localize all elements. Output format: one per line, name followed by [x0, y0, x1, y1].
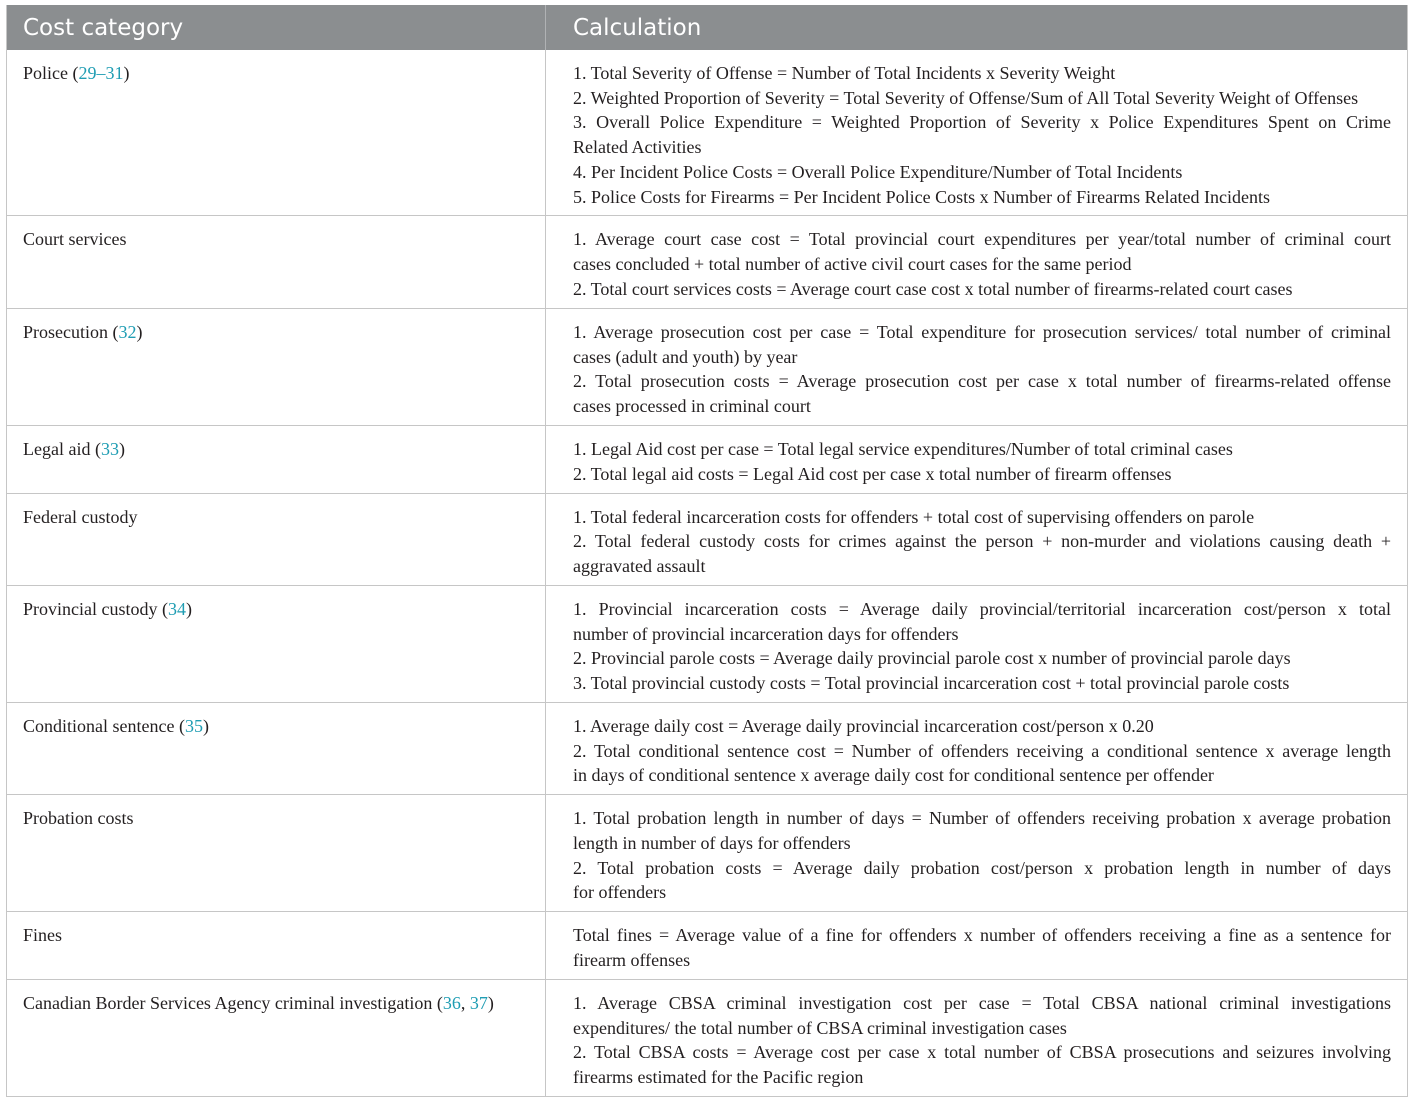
calculation-step-line: 2. Total conditional sentence cost = Number of offenders receiving a conditional sentence x average length: [573, 740, 1391, 761]
calculation-step: 1. Total federal incarceration costs for offenders + total cost of supervising offenders on parole: [573, 506, 1255, 527]
calculation-step: 2. Weighted Proportion of Severity = Total Severity of Offense/Sum of All Total Severity Weight of Offenses: [573, 87, 1359, 108]
calculation-step-line: firearm offenses: [573, 950, 691, 971]
cost-category-cell: [7, 426, 546, 493]
citation-link[interactable]: 32: [118, 321, 137, 342]
cost-category-label: Fines: [23, 925, 63, 946]
calculation-cell: [546, 309, 1407, 425]
table-row: [7, 309, 1407, 426]
cost-category-label: Probation costs: [23, 808, 134, 829]
citation-close: ): [118, 438, 125, 459]
citation-open: (: [161, 598, 168, 619]
table-row: [7, 50, 1407, 216]
calculation-step: [573, 369, 1391, 418]
cost-category-label: Legal aid: [23, 438, 91, 459]
calculation-step: [573, 110, 1391, 159]
citation: [437, 993, 494, 1013]
citation: [73, 63, 130, 83]
calculation-step-line: Related Activities: [573, 137, 702, 158]
calculation-step: 2. Provincial parole costs = Average daily provincial parole cost x number of provincial parole days: [573, 648, 1291, 669]
cost-category-cell: [7, 50, 546, 215]
calculation-step-line: 1. Average court case cost = Total provincial court expenditures per year/total number of criminal court: [573, 229, 1391, 250]
table-row: [7, 703, 1407, 795]
citation: [179, 716, 209, 736]
citation-open: (: [436, 993, 443, 1014]
cost-category-cell: [7, 586, 546, 702]
calculation-cell: [546, 50, 1407, 215]
table-row: [7, 980, 1407, 1097]
citation-close: ): [136, 321, 143, 342]
calculation-step: 5. Police Costs for Firearms = Per Incident Police Costs x Number of Firearms Related Incidents: [573, 186, 1271, 207]
calculation-cell: [546, 703, 1407, 794]
citation-close: ): [487, 993, 494, 1014]
calculation-cell: [546, 426, 1407, 493]
citation-separator: ,: [460, 993, 470, 1014]
calculation-step-line: expenditures/ the total number of CBSA criminal investigation cases: [573, 1017, 1067, 1038]
cost-category-cell: [7, 494, 546, 585]
calculation-step-line: 2. Total prosecution costs = Average prosecution cost per case x total number of firearms-related offense: [573, 371, 1391, 392]
calculation-step: [573, 320, 1391, 369]
calculation-step: [573, 597, 1391, 646]
citation-link[interactable]: 29–31: [78, 63, 124, 83]
calculation-step: 1. Legal Aid cost per case = Total legal service expenditures/Number of total criminal cases: [573, 438, 1233, 459]
calculation-step: [573, 806, 1391, 855]
calculation-step-line: 1. Average prosecution cost per case = Total expenditure for prosecution services/ total number of criminal: [573, 321, 1391, 342]
calculation-step-line: 2. Total CBSA costs = Average cost per case x total number of CBSA prosecutions and seizures involving: [573, 1042, 1391, 1063]
table-row: [7, 494, 1407, 586]
calculation-step: 4. Per Incident Police Costs = Overall Police Expenditure/Number of Total Incidents: [573, 161, 1183, 182]
calculation-step: [573, 529, 1391, 578]
citation-link[interactable]: 37: [469, 993, 488, 1014]
calculation-step-line: 1. Provincial incarceration costs = Average daily provincial/territorial incarceration cost/person x total: [573, 598, 1391, 619]
calculation-step-line: 1. Average CBSA criminal investigation cost per case = Total CBSA national criminal investigations: [573, 993, 1391, 1014]
cost-category-label: Court services: [23, 229, 127, 250]
table-row: [7, 586, 1407, 703]
calculation-step: [573, 1040, 1391, 1089]
calculation-cell: [546, 216, 1407, 307]
calculation-step-line: cases concluded + total number of active civil court cases for the same period: [573, 254, 1132, 275]
cost-category-cell: [7, 795, 546, 911]
cost-category-cell: [7, 980, 546, 1096]
calculation-step: [573, 856, 1391, 905]
calculation-step-line: in days of conditional sentence x average daily cost for conditional sentence per offender: [573, 765, 1214, 786]
cost-category-label: Prosecution: [23, 321, 108, 342]
calculation-step-line: Total fines = Average value of a fine for offenders x number of offenders receiving a fine as a sentence for: [573, 925, 1391, 946]
calculation-step: 2. Total legal aid costs = Legal Aid cost per case x total number of firearm offenses: [573, 463, 1172, 484]
calculation-cell: [546, 795, 1407, 911]
citation: [95, 439, 125, 459]
citation-close: ): [123, 63, 130, 83]
cost-category-label: Federal custody: [23, 506, 138, 527]
calculation-step: [573, 923, 1391, 972]
citation-link[interactable]: 35: [184, 715, 203, 736]
cost-calculation-table: [6, 5, 1408, 1097]
citation-link[interactable]: 34: [167, 598, 186, 619]
calculation-step-line: aggravated assault: [573, 555, 706, 576]
citation-open: (: [72, 63, 79, 83]
cost-category-cell: [7, 912, 546, 979]
cost-category-label: Provincial custody: [23, 598, 158, 619]
cost-category-label: Police: [23, 63, 68, 83]
calculation-step-line: cases processed in criminal court: [573, 395, 811, 416]
citation-open: (: [94, 438, 101, 459]
calculation-step: [573, 991, 1391, 1040]
citation-open: (: [112, 321, 119, 342]
calculation-step: 2. Total court services costs = Average court case cost x total number of firearms-related court cases: [573, 278, 1293, 299]
calculation-step-line: length in number of days for offenders: [573, 833, 851, 854]
citation: [113, 322, 143, 342]
cost-category-label: Canadian Border Services Agency criminal investigation: [23, 993, 433, 1014]
calculation-step-line: firearms estimated for the Pacific region: [573, 1067, 864, 1088]
table-row: [7, 426, 1407, 494]
calculation-step-line: 2. Total probation costs = Average daily probation cost/person x probation length in number of days: [573, 857, 1391, 878]
cost-category-cell: [7, 703, 546, 794]
column-header-cost-category: Cost category: [7, 5, 546, 50]
calculation-step: 3. Total provincial custody costs = Total provincial incarceration cost + total provincial parole costs: [573, 673, 1290, 694]
cost-category-cell: [7, 216, 546, 307]
calculation-step: 1. Average daily cost = Average daily provincial incarceration cost/person x 0.20: [573, 715, 1154, 736]
calculation-step: [573, 739, 1391, 788]
calculation-step-line: for offenders: [573, 882, 667, 903]
calculation-cell: [546, 980, 1407, 1096]
table-header: [7, 5, 1407, 50]
calculation-cell: [546, 494, 1407, 585]
calculation-step-line: 1. Total probation length in number of days = Number of offenders receiving probation x average probation: [573, 808, 1391, 829]
calculation-cell: [546, 586, 1407, 702]
calculation-cell: [546, 912, 1407, 979]
citation-link[interactable]: 33: [100, 438, 119, 459]
table-row: [7, 216, 1407, 308]
calculation-step-line: 2. Total federal custody costs for crimes against the person + non-murder and violations causing death +: [573, 531, 1391, 552]
column-header-calculation: Calculation: [573, 14, 702, 41]
citation-open: (: [178, 715, 185, 736]
citation-close: ): [202, 715, 209, 736]
calculation-step-line: cases (adult and youth) by year: [573, 346, 798, 367]
citation-link[interactable]: 36: [442, 993, 461, 1014]
calculation-step: 1. Total Severity of Offense = Number of Total Incidents x Severity Weight: [573, 63, 1116, 83]
table-row: [7, 795, 1407, 912]
citation: [162, 599, 192, 619]
calculation-step-line: number of provincial incarceration days for offenders: [573, 623, 959, 644]
calculation-step: [573, 227, 1391, 276]
citation-close: ): [185, 598, 192, 619]
cost-category-cell: [7, 309, 546, 425]
calculation-step-line: 3. Overall Police Expenditure = Weighted Proportion of Severity x Police Expenditures Spent on Crime: [573, 112, 1391, 133]
cost-category-label: Conditional sentence: [23, 715, 175, 736]
table-row: [7, 912, 1407, 980]
